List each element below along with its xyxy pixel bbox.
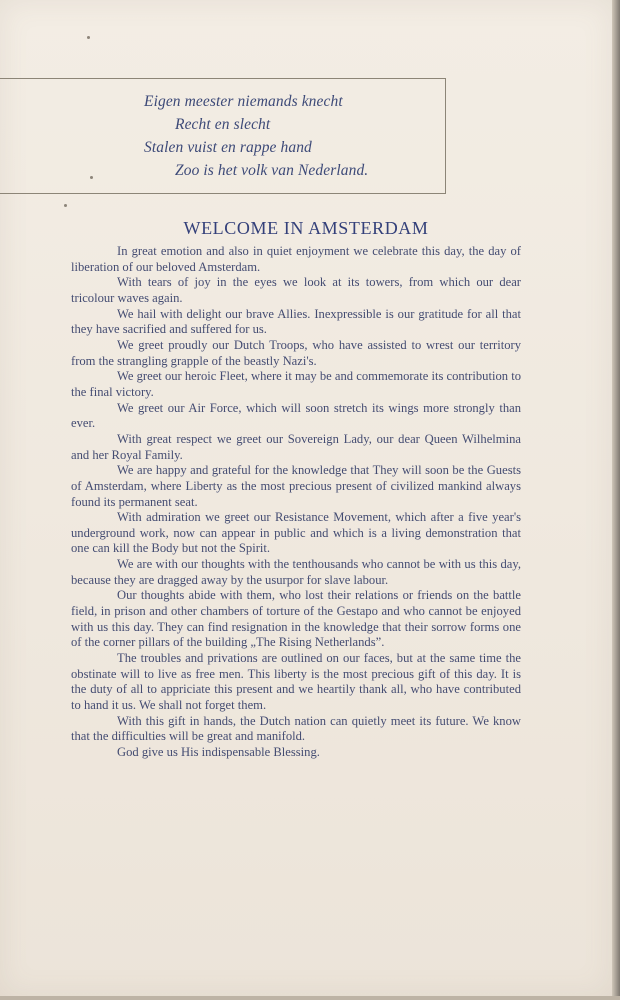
letter-body — [71, 244, 521, 761]
page-title: WELCOME IN AMSTERDAM — [183, 218, 429, 238]
paragraph: We greet our heroic Fleet, where it may be and commemorate its contribution to the final victory. — [71, 369, 521, 399]
paper-speck — [64, 204, 67, 207]
paragraph: We greet our Air Force, which will soon stretch its wings more strongly than ever. — [71, 400, 521, 431]
paper-speck — [90, 176, 93, 179]
page-edge-shadow — [612, 0, 620, 1000]
paragraph: Our thoughts abide with them, who lost their relations or friends on the battle field, in prison and other chambers of torture of the Gestapo and who cannot be enjoyed with us this day. They can find resignation in the knowledge that their sorrow forms one of the corner pillars of the building „The Rising Netherlands”. — [71, 588, 521, 650]
motto-line-2: Recht en slecht — [175, 116, 271, 133]
paper-speck — [87, 36, 90, 39]
motto-line-1: Eigen meester niemands knecht — [144, 93, 343, 110]
paragraph: We are happy and grateful for the knowledge that They will soon be the Guests of Amsterdam, where Liberty as the most precious present of civilized mankind always found its permanent seat. — [71, 463, 521, 509]
page-bottom-edge — [0, 996, 620, 1000]
paragraph: With admiration we greet our Resistance Movement, which after a five year's underground work, now can appear in public and which is a living demonstration that one can kill the Body but not the Spirit. — [71, 510, 521, 556]
motto-line-3: Stalen vuist en rappe hand — [144, 139, 312, 156]
paragraph: In great emotion and also in quiet enjoyment we celebrate this day, the day of liberation of our beloved Amsterdam. — [71, 244, 521, 274]
paragraph: We are with our thoughts with the tenthousands who cannot be with us this day, because they are dragged away by the usurpor for slave labour. — [71, 557, 521, 587]
paragraph: With great respect we greet our Sovereign Lady, our dear Queen Wilhelmina and her Royal Family. — [71, 431, 521, 462]
paragraph: We hail with delight our brave Allies. Inexpressible is our gratitude for all that they have sacrified and suffered for us. — [71, 306, 521, 337]
paragraph: We greet proudly our Dutch Troops, who have assisted to wrest our territory from the strangling grapple of the beastly Nazi's. — [71, 337, 521, 368]
paragraph: With this gift in hands, the Dutch nation can quietly meet its future. We know that the difficulties will be great and manifold. — [71, 713, 521, 744]
motto-line-4: Zoo is het volk van Nederland. — [175, 162, 369, 179]
paragraph: The troubles and privations are outlined on our faces, but at the same time the obstinate will to live as free men. This liberty is the most precious gift of this day. It is the duty of all to appriciate this present and we heartily thank all, who have contributed to hand it us. We shall not forget them. — [71, 651, 521, 713]
closing-blessing: God give us His indispensable Blessing. — [117, 745, 320, 759]
paragraph: With tears of joy in the eyes we look at its towers, from which our dear tricolour waves again. — [71, 275, 521, 305]
